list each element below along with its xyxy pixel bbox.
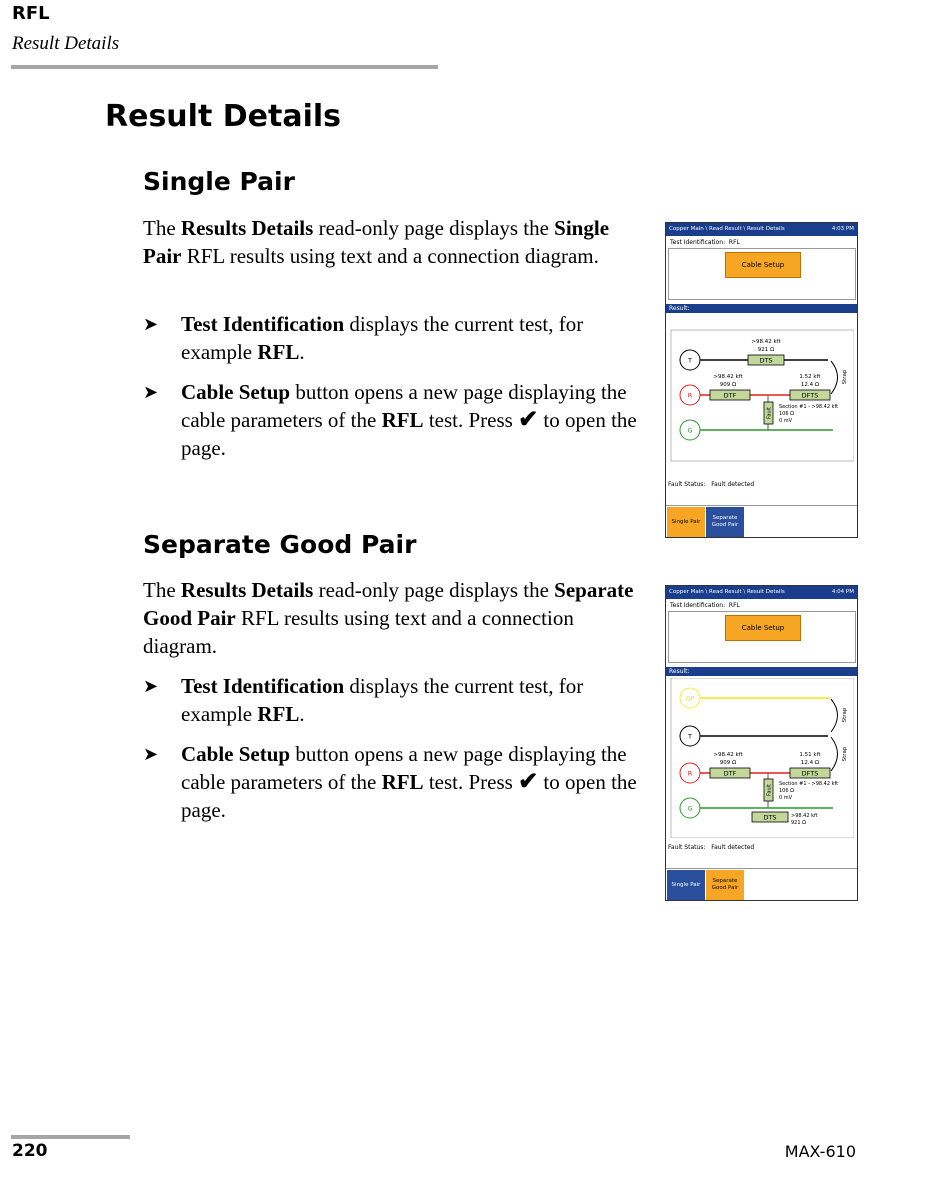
svg-text:Section #1 - >98.42 kft: Section #1 - >98.42 kft (779, 404, 839, 410)
device-screenshot-single-pair (665, 222, 858, 538)
connection-diagram (668, 678, 854, 838)
svg-text:921 Ω: 921 Ω (757, 347, 775, 353)
bullet-test-identification: ➤ Test Identification displays the current test, for example RFL. (143, 674, 584, 726)
screen-tab-bar (666, 868, 857, 901)
svg-text:DTS: DTS (759, 356, 773, 365)
checkmark-icon: ✔ (518, 769, 539, 795)
svg-text:G: G (687, 426, 693, 435)
svg-text:G: G (687, 804, 693, 813)
screen-tab-bar (666, 505, 857, 538)
tab-single-pair[interactable]: Single Pair (667, 870, 705, 900)
screen-breadcrumb: Copper Main \ Read Result \ Result Details (669, 226, 785, 232)
svg-text:Fault: Fault (766, 784, 773, 796)
product-model: MAX-610 (784, 1142, 856, 1161)
header-rule (11, 65, 438, 69)
svg-text:1.52 kft: 1.52 kft (799, 374, 821, 380)
page-number: 220 (12, 1141, 48, 1161)
cable-setup-button[interactable]: Cable Setup (725, 615, 801, 641)
svg-text:DFTS: DFTS (801, 769, 819, 778)
svg-text:>98.42 kft: >98.42 kft (713, 374, 743, 380)
arrowhead-icon: ➤ (143, 676, 159, 696)
section-heading-single-pair: Single Pair (143, 167, 295, 196)
arrowhead-icon: ➤ (143, 314, 159, 334)
svg-text:0 mV: 0 mV (779, 795, 793, 801)
intro-paragraph: The Results Details read-only page displays the Single Pair RFL results using text and a connection diagram. (143, 216, 610, 268)
arrowhead-icon: ➤ (143, 744, 159, 764)
result-header: Result: (666, 304, 857, 313)
svg-text:R: R (687, 391, 693, 400)
screen-clock: 4:03 PM (831, 226, 854, 232)
svg-text:DTF: DTF (723, 769, 737, 778)
svg-text:Section #1 - >98.42 kft: Section #1 - >98.42 kft (779, 781, 839, 787)
result-header: Result: (666, 667, 857, 676)
svg-text:106 Ω: 106 Ω (779, 411, 794, 417)
svg-text:>98.42 kft: >98.42 kft (751, 339, 781, 345)
intro-paragraph: The Results Details read-only page displays the Separate Good Pair RFL results using text and a connection diagram. (143, 578, 634, 658)
page-title: Result Details (105, 99, 341, 134)
section-title: Result Details (12, 33, 120, 54)
svg-text:DFTS: DFTS (801, 391, 819, 400)
svg-text:Strap: Strap (842, 369, 848, 385)
svg-text:921 Ω: 921 Ω (791, 820, 806, 826)
chapter-title: RFL (12, 3, 50, 24)
test-identification: Test Identification: RFL (670, 239, 740, 246)
screen-title-bar (666, 586, 857, 599)
bullet-cable-setup: ➤ Cable Setup button opens a new page displaying the cable parameters of the RFL test. Press ✔ to open the page. (143, 742, 637, 822)
section-heading-separate-good-pair: Separate Good Pair (143, 530, 417, 559)
svg-text:GP: GP (685, 695, 695, 703)
svg-text:Fault: Fault (766, 407, 773, 419)
svg-text:>98.42 kft: >98.42 kft (791, 813, 818, 819)
fault-status: Fault Status: Fault detected (668, 481, 755, 488)
svg-text:12.4 Ω: 12.4 Ω (800, 760, 820, 766)
fault-status: Fault Status: Fault detected (668, 844, 755, 851)
svg-text:1.51 kft: 1.51 kft (799, 752, 821, 758)
svg-text:DTF: DTF (723, 391, 737, 400)
arrowhead-icon: ➤ (143, 382, 159, 402)
tab-single-pair[interactable]: Single Pair (667, 507, 705, 537)
svg-text:0 mV: 0 mV (779, 418, 793, 424)
svg-text:T: T (688, 356, 692, 365)
svg-text:>98.42 kft: >98.42 kft (713, 752, 743, 758)
test-identification: Test Identification: RFL (670, 602, 740, 609)
svg-text:909 Ω: 909 Ω (719, 382, 737, 388)
svg-text:909 Ω: 909 Ω (719, 760, 737, 766)
screen-breadcrumb: Copper Main \ Read Result \ Result Details (669, 589, 785, 595)
svg-text:106 Ω: 106 Ω (779, 788, 794, 794)
footer-rule (11, 1135, 130, 1139)
screen-title-bar (666, 223, 857, 236)
svg-text:R: R (687, 769, 693, 778)
checkmark-icon: ✔ (518, 407, 539, 433)
cable-setup-button[interactable]: Cable Setup (725, 252, 801, 278)
svg-text:12.4 Ω: 12.4 Ω (800, 382, 820, 388)
tab-separate-good-pair[interactable]: Separate Good Pair (706, 507, 744, 537)
device-screenshot-separate-good-pair (665, 585, 858, 901)
tab-separate-good-pair[interactable]: Separate Good Pair (706, 870, 744, 900)
svg-text:Strap: Strap (842, 746, 848, 762)
bullet-test-identification: ➤ Test Identification displays the current test, for example RFL. (143, 312, 584, 364)
bullet-cable-setup: ➤ Cable Setup button opens a new page displaying the cable parameters of the RFL test. Press ✔ to open the page. (143, 380, 637, 460)
screen-clock: 4:04 PM (831, 589, 854, 595)
svg-text:T: T (688, 732, 692, 741)
connection-diagram (668, 315, 854, 475)
svg-text:Strap: Strap (842, 707, 848, 723)
svg-text:DTS: DTS (763, 813, 777, 822)
